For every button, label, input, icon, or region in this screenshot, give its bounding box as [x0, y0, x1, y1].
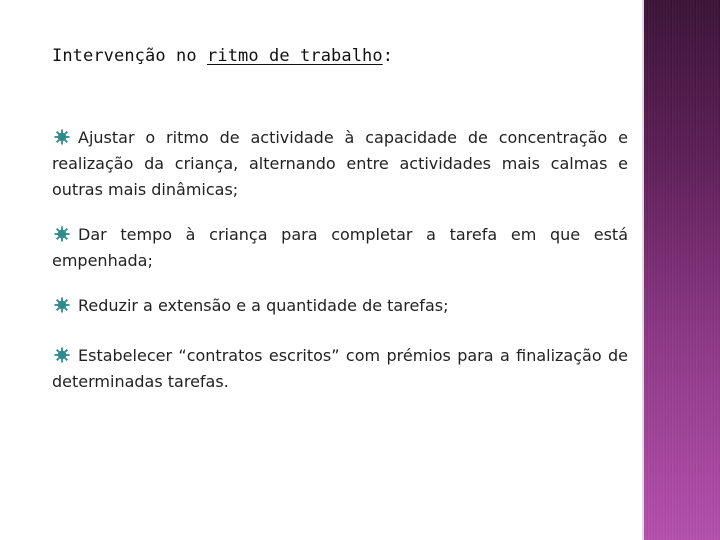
list-item-text: Estabelecer “contratos escritos” com prémios para a finalização de determinadas tarefas.: [52, 346, 628, 391]
list-item-text: Reduzir a extensão e a quantidade de tarefas;: [78, 296, 449, 315]
list-item: [52, 222, 628, 274]
teal-starburst-bullet-icon: [54, 347, 70, 363]
list-item-text: Dar tempo à criança para completar a tarefa em que está empenhada;: [52, 225, 628, 270]
list-item: [52, 343, 628, 395]
list-item-text: Ajustar o ritmo de actividade à capacidade de concentração e realização da criança, alternando entre actividades mais calmas e outras mais dinâmicas;: [52, 128, 628, 199]
title-text-colon: :: [382, 46, 394, 66]
teal-starburst-bullet-icon: [54, 129, 70, 145]
decorative-side-bar: [642, 0, 720, 540]
teal-starburst-bullet-icon: [54, 297, 70, 313]
slide-title: [52, 46, 612, 66]
title-text-underlined: ritmo de trabalho: [207, 46, 383, 66]
teal-starburst-bullet-icon: [54, 226, 70, 242]
title-text-part1: Intervenção no: [52, 46, 208, 66]
list-item: [52, 293, 448, 319]
list-item: [52, 125, 628, 203]
